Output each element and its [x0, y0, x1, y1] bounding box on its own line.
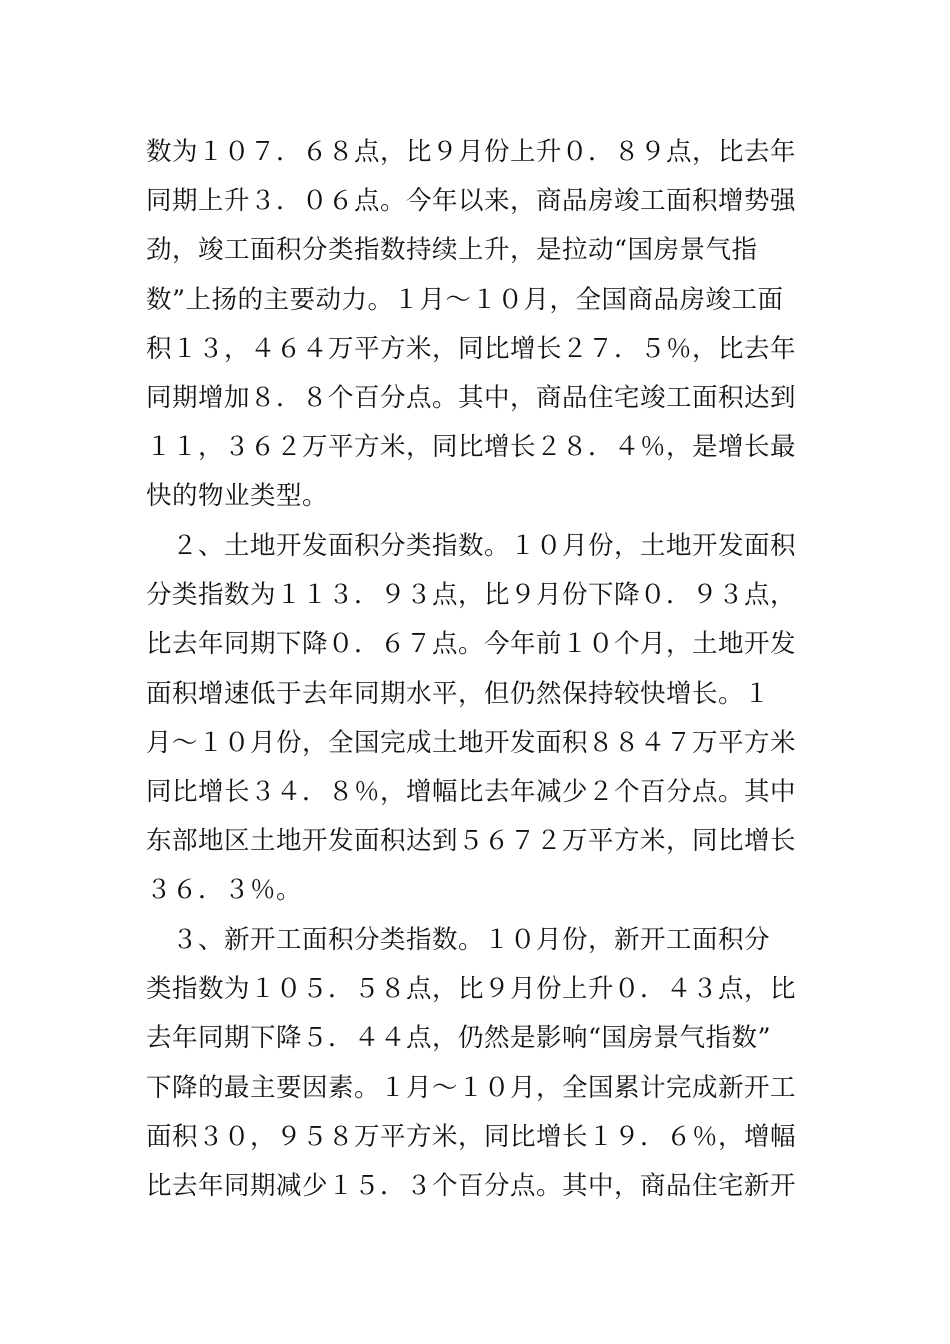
- paragraph-line: 劲，竣工面积分类指数持续上升，是拉动“国房景气指: [146, 235, 758, 266]
- paragraph-1: [146, 128, 846, 522]
- paragraph-line: 同期增加８．８个百分点。其中，商品住宅竣工面积达到: [146, 383, 797, 414]
- paragraph-line: 类指数为１０５．５８点，比９月份上升０．４３点，比: [146, 974, 797, 1005]
- paragraph-line: 数”上扬的主要动力。１月～１０月，全国商品房竣工面: [146, 284, 784, 315]
- paragraph-line: 分类指数为１１３．９３点，比９月份下降０．９３点，: [146, 580, 797, 611]
- paragraph-line: １１，３６２万平方米，同比增长２８．４％，是增长最: [146, 432, 797, 463]
- paragraph-line: 比去年同期下降０．６７点。今年前１０个月，土地开发: [146, 629, 797, 660]
- paragraph-line: 快的物业类型。: [146, 481, 329, 512]
- paragraph-line: ２、土地开发面积分类指数。１０月份，土地开发面积: [146, 531, 797, 561]
- paragraph-line: ３、新开工面积分类指数。１０月份，新开工面积分: [146, 925, 771, 955]
- paragraph-line: 去年同期下降５．４４点，仍然是影响“国房景气指数”: [146, 1023, 772, 1054]
- paragraph-line: 面积３０，９５８万平方米，同比增长１９．６％，增幅: [146, 1121, 797, 1152]
- paragraph-3: [146, 916, 846, 1211]
- paragraph-line: 积１３，４６４万平方米，同比增长２７．５％，比去年: [146, 333, 797, 364]
- paragraph-line: 同比增长３４．８％，增幅比去年减少２个百分点。其中: [146, 777, 797, 808]
- paragraph-line: 面积增速低于去年同期水平，但仍然保持较快增长。１: [146, 678, 771, 709]
- paragraph-line: 比去年同期减少１５．３个百分点。其中，商品住宅新开: [146, 1171, 797, 1202]
- paragraph-line: 同期上升３．０６点。今年以来，商品房竣工面积增势强: [146, 186, 797, 217]
- paragraph-line: 下降的最主要因素。１月～１０月，全国累计完成新开工: [146, 1072, 797, 1103]
- paragraph-line: 月～１０月份，全国完成土地开发面积８８４７万平方米: [146, 727, 797, 758]
- paragraph-line: 数为１０７．６８点，比９月份上升０．８９点，比去年: [146, 137, 797, 167]
- paragraph-2: [146, 522, 846, 916]
- paragraph-line: 东部地区土地开发面积达到５６７２万平方米，同比增长: [146, 826, 797, 857]
- paragraph-line: ３６．３％。: [146, 875, 303, 906]
